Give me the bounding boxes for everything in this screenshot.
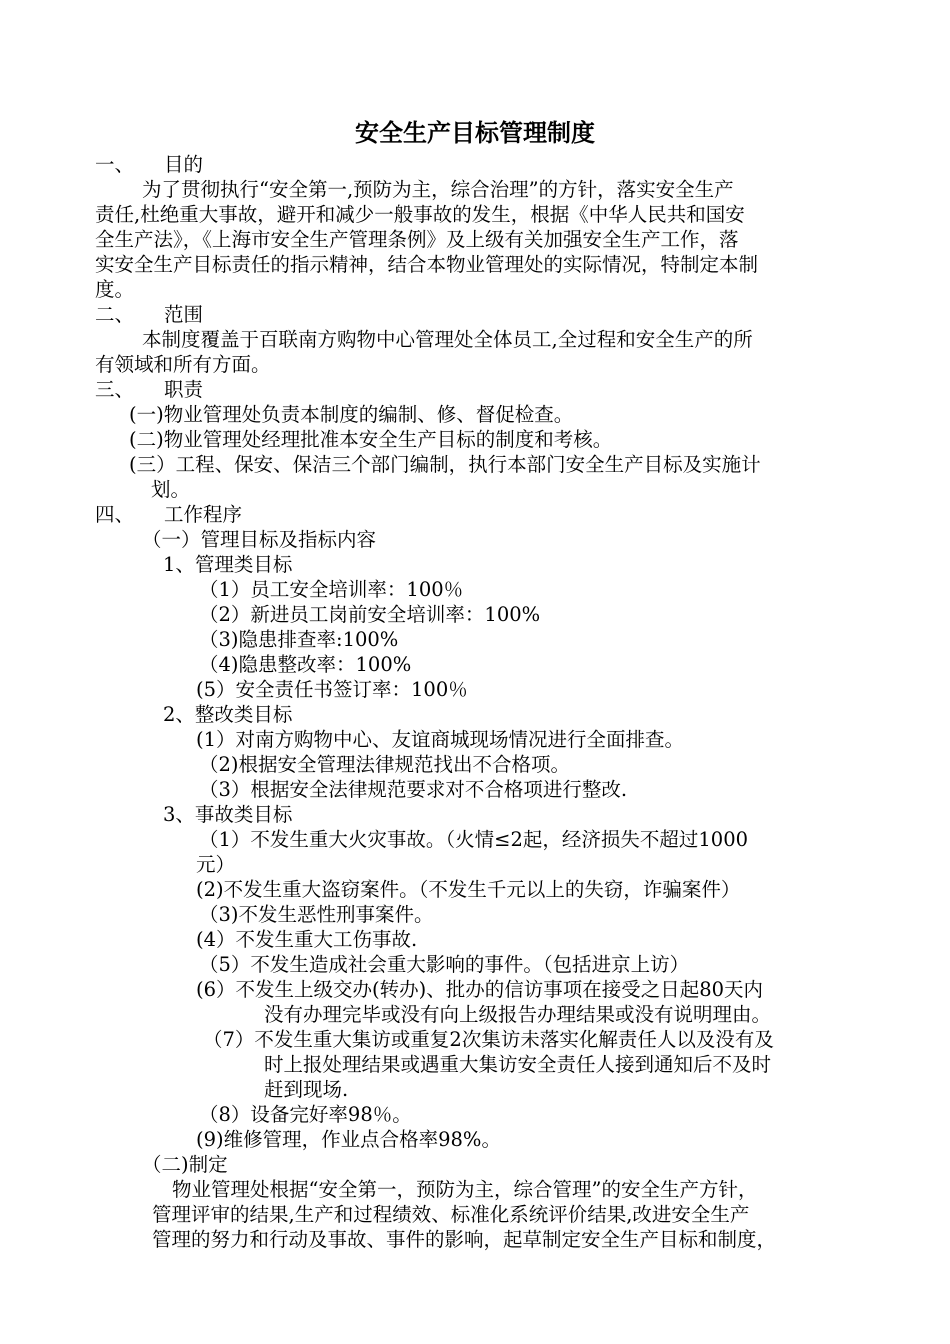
- subsection-heading: 2、整改类目标: [163, 703, 293, 726]
- list-item: （3）根据安全法律规范要求对不合格项进行整改.: [199, 778, 628, 801]
- list-item: （2）新进员工岗前安全培训率：100%: [199, 603, 541, 626]
- section-heading: 范围: [164, 303, 204, 326]
- paragraph-line: 度。: [95, 278, 135, 301]
- subsection-heading: 1、管理类目标: [163, 553, 293, 576]
- list-item: （3)不发生恶性刑事案件。: [199, 903, 434, 926]
- list-item: （8）设备完好率98％。: [199, 1103, 412, 1126]
- list-item: (9)维修管理，作业点合格率98%。: [196, 1128, 501, 1151]
- list-item: (5）安全责任书签订率：100％: [196, 678, 468, 701]
- section-number: 三、: [95, 378, 135, 401]
- list-item: (6）不发生上级交办(转办)、批办的信访事项在接受之日起80天内: [196, 978, 764, 1001]
- paragraph-line: 为了贯彻执行“安全第一,预防为主，综合治理”的方针，落实安全生产: [142, 178, 734, 201]
- list-item-continuation: 赶到现场.: [264, 1078, 349, 1101]
- subsection-heading: 3、事故类目标: [163, 803, 293, 826]
- section-number: 四、: [95, 503, 135, 526]
- document-title: 安全生产目标管理制度: [355, 119, 595, 147]
- list-item: (4）不发生重大工伤事故.: [196, 928, 418, 951]
- list-item: (一)物业管理处负责本制度的编制、修、督促检查。: [129, 403, 574, 426]
- paragraph-line: 本制度覆盖于百联南方购物中心管理处全体员工,全过程和安全生产的所: [142, 328, 753, 351]
- list-item-continuation: 划。: [151, 478, 191, 501]
- section-heading: 工作程序: [164, 503, 243, 526]
- list-item: （1）不发生重大火灾事故。（火情≤2起，经济损失不超过1000: [199, 828, 749, 851]
- list-item: （1）员工安全培训率：100％: [199, 578, 464, 601]
- list-item: （2)根据安全管理法律规范找出不合格项。: [199, 753, 571, 776]
- list-item: (三）工程、保安、保洁三个部门编制，执行本部门安全生产目标及实施计: [129, 453, 761, 476]
- list-item: (1）对南方购物中心、友谊商城现场情况进行全面排查。: [196, 728, 685, 751]
- list-item: （3)隐患排查率:100%: [199, 628, 399, 651]
- paragraph-line: 管理评审的结果,生产和过程绩效、标准化系统评价结果,改进安全生产: [152, 1203, 750, 1226]
- section-number: 一、: [95, 153, 135, 176]
- list-item-continuation: 没有办理完毕或没有向上级报告办理结果或没有说明理由。: [264, 1003, 772, 1026]
- section-number: 二、: [95, 303, 135, 326]
- paragraph-line: 实安全生产目标责任的指示精神，结合本物业管理处的实际情况，特制定本制: [95, 253, 759, 276]
- list-item-continuation: 元）: [196, 853, 236, 876]
- list-item: （4)隐患整改率：100%: [199, 653, 412, 676]
- list-item: (2)不发生重大盗窃案件。（不发生千元以上的失窃，诈骗案件）: [196, 878, 741, 901]
- section-heading: 目的: [164, 153, 204, 176]
- paragraph-line: 全生产法》，《上海市安全生产管理条例》及上级有关加强安全生产工作，落: [95, 228, 739, 251]
- list-item-continuation: 时上报处理结果或遇重大集访安全责任人接到通知后不及时: [264, 1053, 772, 1076]
- paragraph-line: 物业管理处根据“安全第一，预防为主，综合管理”的安全生产方针，: [172, 1178, 758, 1201]
- list-item: （5）不发生造成社会重大影响的事件。（包括进京上访）: [199, 953, 690, 976]
- list-item: （7）不发生重大集访或重复2次集访未落实化解责任人以及没有及: [203, 1028, 774, 1051]
- subsection-heading: （二)制定: [142, 1153, 228, 1176]
- section-heading: 职责: [164, 378, 204, 401]
- subsection-heading: （一）管理目标及指标内容: [142, 528, 377, 551]
- paragraph-line: 管理的努力和行动及事故、事件的影响，起草制定安全生产目标和制度，: [152, 1228, 777, 1251]
- list-item: (二)物业管理处经理批准本安全生产目标的制度和考核。: [129, 428, 613, 451]
- paragraph-line: 有领域和所有方面。: [95, 353, 271, 376]
- paragraph-line: 责任,杜绝重大事故，避开和减少一般事故的发生，根据《中华人民共和国安: [95, 203, 745, 226]
